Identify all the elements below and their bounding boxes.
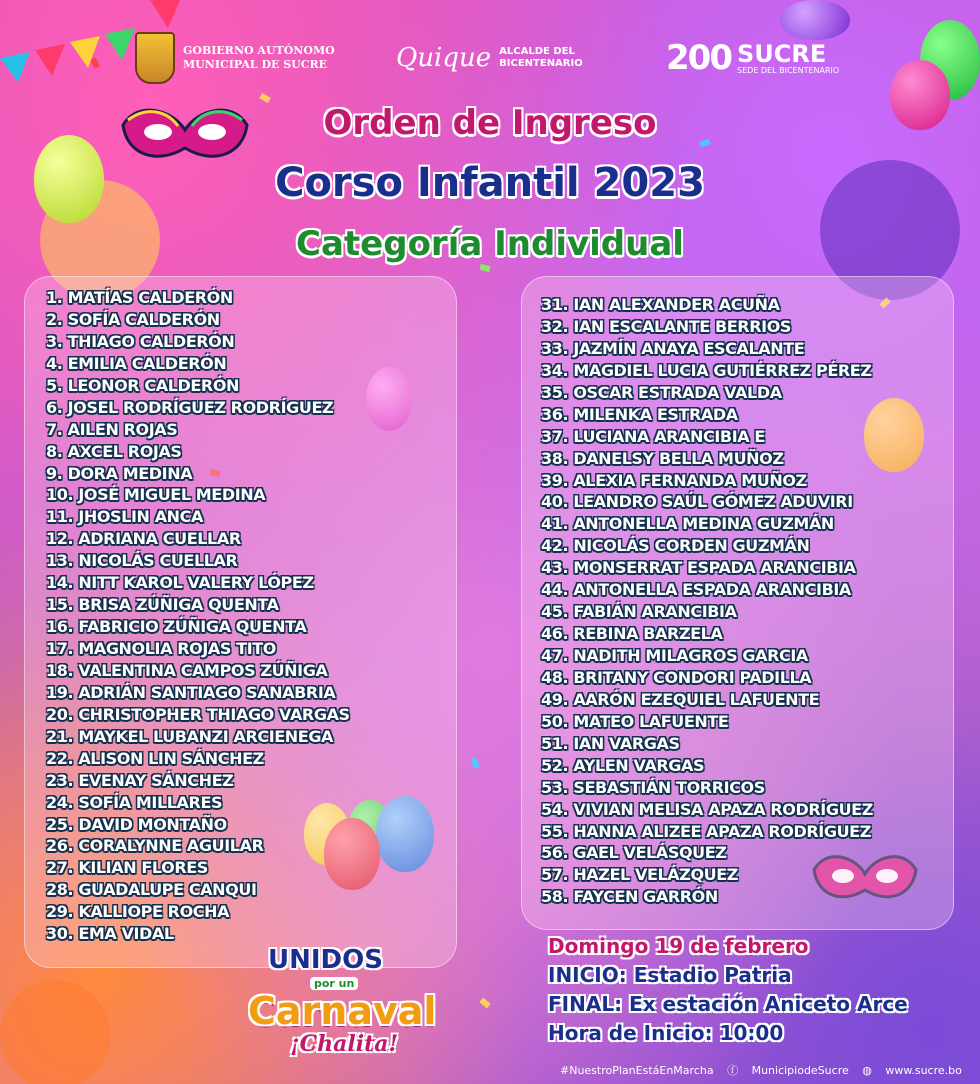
participant-item: 28. GUADALUPE CANQUI bbox=[46, 880, 257, 900]
participant-item: 12. ADRIANA CUELLAR bbox=[46, 529, 241, 549]
confetti bbox=[259, 93, 271, 103]
participant-item: 4. EMILIA CALDERÓN bbox=[46, 353, 227, 373]
participants-list-right bbox=[541, 294, 873, 908]
mayor-title-line2: BICENTENARIO bbox=[499, 58, 583, 69]
event-end: FINAL: Ex estación Aniceto Arce bbox=[548, 992, 908, 1016]
facebook-icon: ⓕ bbox=[727, 1064, 739, 1077]
footer bbox=[560, 1062, 972, 1078]
participant-item: 46. REBINA BARZELA bbox=[541, 624, 723, 644]
participant-item: 36. MILENKA ESTRADA bbox=[541, 404, 738, 424]
participant-item: 49. AARÓN EZEQUIEL LAFUENTE bbox=[541, 689, 820, 709]
participant-item: 32. IAN ESCALANTE BERRIOS bbox=[541, 316, 792, 336]
unidos-carnaval-logo bbox=[240, 935, 437, 1065]
participant-item: 31. IAN ALEXANDER ACUÑA bbox=[541, 295, 780, 314]
title-categoria: Categoría Individual bbox=[296, 224, 684, 264]
participant-item: 7. AILEN ROJAS bbox=[46, 419, 178, 439]
participant-item: 48. BRITANY CONDORI PADILLA bbox=[541, 667, 812, 687]
sucre-name: SUCRE bbox=[736, 39, 827, 68]
participant-item: 10. JOSÉ MIGUEL MEDINA bbox=[46, 485, 266, 505]
participant-item: 56. GAEL VELÁSQUEZ bbox=[541, 843, 727, 863]
title-orden-de-ingreso: Orden de Ingreso bbox=[323, 103, 657, 143]
participant-item: 30. EMA VIDAL bbox=[46, 924, 174, 944]
participant-item: 50. MATEO LAFUENTE bbox=[541, 711, 729, 731]
participant-item: 34. MAGDIEL LUCIA GUTIÉRREZ PÉREZ bbox=[541, 360, 872, 380]
footer-website: www.sucre.bo bbox=[885, 1064, 962, 1077]
confetti bbox=[479, 264, 490, 272]
participant-item: 44. ANTONELLA ESPADA ARANCIBIA bbox=[541, 580, 851, 600]
municipal-government-logo bbox=[135, 30, 335, 86]
participant-item: 11. JHOSLIN ANCA bbox=[46, 507, 203, 527]
participant-item: 39. ALEXIA FERNANDA MUÑOZ bbox=[541, 470, 807, 490]
participant-item: 38. DANELSY BELLA MUÑOZ bbox=[541, 448, 784, 468]
participant-item: 5. LEONOR CALDERÓN bbox=[46, 375, 240, 395]
participant-item: 19. ADRIÁN SANTIAGO SANABRIA bbox=[46, 682, 336, 702]
participant-item: 23. EVENAY SÁNCHEZ bbox=[46, 770, 234, 790]
participant-item: 40. LEANDRO SAÚL GÓMEZ ADUVIRI bbox=[541, 492, 853, 512]
participant-item: 20. CHRISTOPHER THIAGO VARGAS bbox=[46, 704, 350, 724]
participant-item: 16. FABRICIO ZÚÑIGA QUENTA bbox=[46, 617, 307, 637]
paint-splash bbox=[0, 980, 110, 1084]
participant-item: 22. ALISON LIN SÁNCHEZ bbox=[46, 748, 264, 768]
participant-item: 3. THIAGO CALDERÓN bbox=[46, 331, 235, 351]
participant-item: 1. MATÍAS CALDERÓN bbox=[46, 288, 233, 307]
globe-icon: ◍ bbox=[862, 1064, 872, 1077]
gov-line2: MUNICIPAL DE SUCRE bbox=[183, 58, 328, 71]
footer-hashtag: #NuestroPlanEstáEnMarcha bbox=[560, 1064, 714, 1077]
participant-item: 24. SOFÍA MILLARES bbox=[46, 792, 223, 812]
sucre-subtitle: SEDE DEL BICENTENARIO bbox=[736, 65, 840, 75]
participant-item: 25. DAVID MONTAÑO bbox=[46, 814, 227, 834]
participant-item: 21. MAYKEL LUBANZI ARCIENEGA bbox=[46, 726, 334, 746]
participant-item: 51. IAN VARGAS bbox=[541, 733, 680, 753]
event-info bbox=[548, 932, 908, 1048]
participant-item: 6. JOSEL RODRÍGUEZ RODRÍGUEZ bbox=[46, 397, 334, 417]
coat-of-arms-icon bbox=[135, 32, 175, 84]
participant-item: 26. CORALYNNE AGUILAR bbox=[46, 836, 264, 856]
participant-item: 47. NADITH MILAGROS GARCIA bbox=[541, 646, 808, 665]
participant-item: 41. ANTONELLA MEDINA GUZMÁN bbox=[541, 514, 834, 534]
participant-item: 57. HAZEL VELÁZQUEZ bbox=[541, 865, 739, 885]
participant-item: 37. LUCIANA ARANCIBIA E bbox=[541, 426, 765, 446]
participant-item: 17. MAGNOLIA ROJAS TITO bbox=[46, 639, 276, 658]
mayor-logo bbox=[396, 30, 583, 86]
footer-social: MunicipiodeSucre bbox=[751, 1064, 849, 1077]
campaign-carnaval: Carnaval bbox=[248, 989, 437, 1033]
title-corso-infantil: Corso Infantil 2023 bbox=[275, 160, 705, 206]
confetti bbox=[479, 997, 491, 1008]
participant-item: 54. VIVIAN MELISA APAZA RODRÍGUEZ bbox=[541, 799, 873, 819]
participant-item: 15. BRISA ZÚÑIGA QUENTA bbox=[46, 595, 279, 615]
participant-item: 43. MONSERRAT ESPADA ARANCIBIA bbox=[541, 558, 856, 578]
participant-item: 2. SOFÍA CALDERÓN bbox=[46, 309, 220, 329]
gov-line1: GOBIERNO AUTÓNOMO bbox=[183, 44, 335, 57]
participant-item: 35. OSCAR ESTRADA VALDA bbox=[541, 382, 782, 402]
participant-item: 27. KILIAN FLORES bbox=[46, 858, 208, 878]
campaign-unidos: UNIDOS bbox=[268, 945, 383, 975]
campaign-chalita: ¡Chalita! bbox=[290, 1031, 399, 1057]
mayor-name: Quique bbox=[396, 43, 492, 73]
participant-item: 33. JAZMÍN ANAYA ESCALANTE bbox=[541, 338, 805, 358]
participant-item: 55. HANNA ALIZEE APAZA RODRÍGUEZ bbox=[541, 821, 871, 841]
sucre-anniversary-number: 200 bbox=[666, 38, 731, 78]
event-start: INICIO: Estadio Patria bbox=[548, 963, 792, 987]
confetti bbox=[470, 757, 479, 768]
event-date: Domingo 19 de febrero bbox=[548, 934, 809, 958]
participant-item: 53. SEBASTIÁN TORRICOS bbox=[541, 777, 765, 797]
participant-item: 13. NICOLÁS CUELLAR bbox=[46, 551, 238, 571]
participant-item: 9. DORA MEDINA bbox=[46, 463, 193, 483]
participant-item: 52. AYLEN VARGAS bbox=[541, 755, 705, 775]
participant-item: 18. VALENTINA CAMPOS ZÚÑIGA bbox=[46, 660, 328, 680]
participant-item: 8. AXCEL ROJAS bbox=[46, 441, 182, 461]
participant-item: 42. NICOLÁS CORDEN GUZMÁN bbox=[541, 536, 810, 556]
mayor-title-line1: ALCALDE DEL bbox=[499, 46, 575, 57]
participant-item: 45. FABIÁN ARANCIBIA bbox=[541, 602, 737, 622]
participant-item: 29. KALLIOPE ROCHA bbox=[46, 902, 230, 922]
campaign-por-un: por un bbox=[310, 977, 358, 990]
participant-item: 58. FAYCEN GARRÓN bbox=[541, 887, 718, 907]
participants-list-left bbox=[46, 287, 350, 945]
participant-item: 14. NITT KAROL VALERY LÓPEZ bbox=[46, 573, 314, 593]
sucre-200-logo bbox=[666, 30, 839, 86]
event-time: Hora de Inicio: 10:00 bbox=[548, 1021, 784, 1045]
